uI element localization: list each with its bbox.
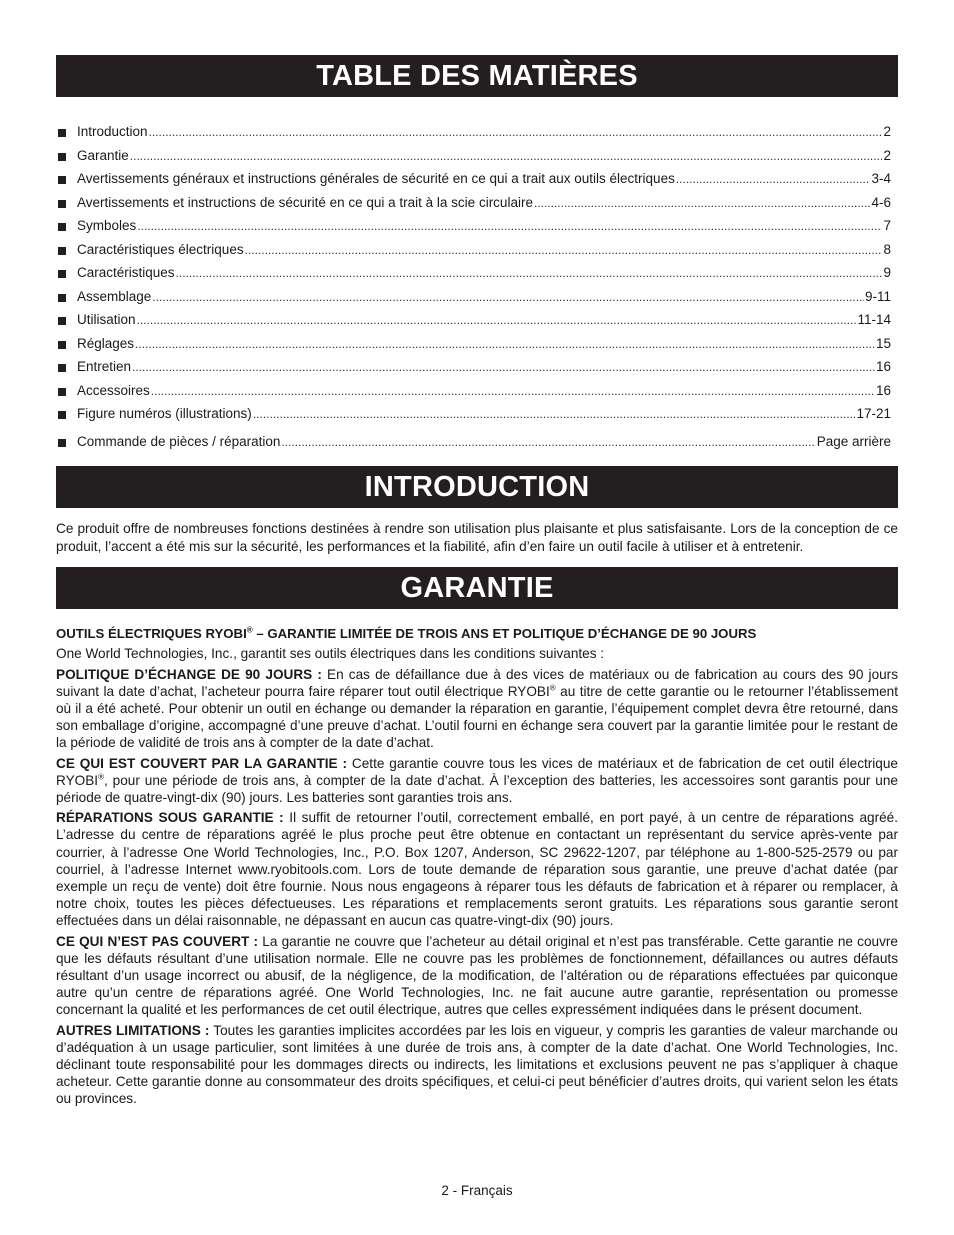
square-bullet-icon xyxy=(58,388,66,396)
garantie-title: GARANTIE xyxy=(56,567,898,609)
exchange-policy-paragraph: POLITIQUE D’ÉCHANGE DE 90 JOURS : En cas de défaillance due à des vices de matériaux ou de fabrication au cours des 90 jours suivant la date d’achat, l’acheteur pourra faire réparer tout outil électrique RYOBI® au titre de cette garantie ou le retourner l’établissement où il a été acheté. Pour obtenir un outil en échange ou demander la réparation en garantie, l’équipement complet devra être retourné, dans son emballage d’origine, accompagné d’une preuve d’achat. L’outil fourni en échange sera couvert par la garantie limitée pour le restant de la période de validité de trois ans à compter de la date d’achat. xyxy=(56,666,899,751)
page-footer: 2 - Français xyxy=(441,1183,513,1198)
toc-item[interactable]: Figure numéros (illustrations) ..... 17-21 xyxy=(56,406,898,430)
toc-item[interactable]: Garantie ..... 2 xyxy=(56,148,898,172)
square-bullet-icon xyxy=(58,364,66,372)
toc-item[interactable]: Introduction ..... 2 xyxy=(56,124,898,148)
square-bullet-icon xyxy=(58,200,66,208)
other-limitations-paragraph: AUTRES LIMITATIONS : Toutes les garanties implicites accordées par les lois en vigueur, y compris les garanties de valeur marchande ou d’adéquation à un usage particulier, sont limitées à une durée de trois ans, à compter de la date d’achat. One World Technologies, Inc. déclinant toute responsabilité pour les dommages directs ou indirects, les limitations et exclusions peuvent ne pas s’appliquer à chaque acheteur. Cette garantie donne au consommateur des droits spécifiques, et celui-ci peut bénéficier d’autres droits, qui varient selon les états ou provinces. xyxy=(56,1022,898,1107)
manual-page xyxy=(56,55,898,1111)
square-bullet-icon xyxy=(58,223,66,231)
not-covered-paragraph: CE QUI N’EST PAS COUVERT : La garantie ne couvre que l’acheteur au détail original et n’est pas transférable. Cette garantie ne couvre que les défauts résultant d’une utilisation normale. Elle ne couvre pas les problèmes de fonctionnement, défaillances ou autres défauts résultant d’un usage incorrect ou abusif, de la négligence, de la modification, de l’altération ou de réparations effectuées par quiconque autre qu’un centre de réparations agréé. One World Technologies, Inc. ne fait aucune autre garantie, représentation ou promesse concernant la qualité et les performances de cet outil électrique, autres que celles expressément indiquées dans le présent document. xyxy=(56,933,898,1018)
square-bullet-icon xyxy=(58,317,66,325)
introduction-title: INTRODUCTION xyxy=(56,466,898,508)
square-bullet-icon xyxy=(58,270,66,278)
warranty-section xyxy=(56,625,898,1107)
toc-item[interactable]: Caractéristiques électriques ..... 8 xyxy=(56,242,898,266)
square-bullet-icon xyxy=(58,129,66,137)
square-bullet-icon xyxy=(58,294,66,302)
toc-item[interactable]: Assemblage ..... 9-11 xyxy=(56,289,898,313)
coverage-paragraph: CE QUI EST COUVERT PAR LA GARANTIE : Cette garantie couvre tous les vices de matériaux et de fabrication de cet outil électrique RYOBI®, pour une période de trois ans, à compter de la date d’achat. À l’exception des batteries, les accessoires sont garantis pour une période de quatre-vingt-dix (90) jours. Les batteries sont garanties trois ans. xyxy=(56,755,898,806)
warranty-repairs-paragraph: RÉPARATIONS SOUS GARANTIE : Il suffit de retourner l’outil, correctement emballé, en port payé, à un centre de réparations agréé. L’adresse du centre de réparations agréé le plus proche peut être obtenue en contactant un représentant du service après-vente par courrier, à l’adresse One World Technologies, Inc., P.O. Box 1207, Anderson, SC 29622-1207, par téléphone au 1-800-525-2579 ou par courriel, à l’adresse Internet www.ryobitools.com. Lors de toute demande de réparation sous garantie, une preuve d’achat datée (par exemple un reçu de vente) doit être fournie. Nous nous engageons à réparer tous les défauts de fabrication et à réparer ou remplacer, à notre choix, toutes les pièces défectueuses. Les réparations et remplacements seront gratuits. Les réparations sous garantie seront effectuées dans un délai raisonnable, ne dépassant en aucun cas quatre-vingt-dix (90) jours. xyxy=(56,810,898,929)
introduction-text: Ce produit offre de nombreuses fonctions destinées à rendre son utilisation plus plaisante et plus satisfaisante. Lors de la conception de ce produit, l’accent a été mis sur la sécurité, les performances et la fiabilité, afin d’en faire un outil facile à utiliser et à entretenir. xyxy=(56,521,898,554)
toc-item[interactable]: Caractéristiques ..... 9 xyxy=(56,265,898,289)
square-bullet-icon xyxy=(58,411,66,419)
warranty-intro: One World Technologies, Inc., garantit ses outils électriques dans les conditions suivantes : xyxy=(56,646,605,662)
toc-item[interactable]: Entretien ..... 16 xyxy=(56,359,898,383)
toc-item[interactable]: Avertissements et instructions de sécurité en ce qui a trait à la scie circulaire ..... 4-6 xyxy=(56,195,898,219)
toc-title: TABLE DES MATIÈRES xyxy=(56,55,898,97)
warranty-heading: OUTILS ÉLECTRIQUES RYOBI® – GARANTIE LIMITÉE DE TROIS ANS ET POLITIQUE D’ÉCHANGE DE 90 JOURS xyxy=(56,625,757,642)
square-bullet-icon xyxy=(58,176,66,184)
toc-item[interactable]: Avertissements généraux et instructions générales de sécurité en ce qui a trait aux outils électriques ..... 3-4 xyxy=(56,171,898,195)
toc-item[interactable]: Réglages ..... 15 xyxy=(56,336,898,360)
square-bullet-icon xyxy=(58,341,66,349)
table-of-contents xyxy=(56,124,898,457)
toc-item[interactable]: Utilisation ..... 11-14 xyxy=(56,312,898,336)
square-bullet-icon xyxy=(58,247,66,255)
square-bullet-icon xyxy=(58,153,66,161)
toc-item[interactable]: Accessoires ..... 16 xyxy=(56,383,898,407)
toc-item[interactable]: Symboles ..... 7 xyxy=(56,218,898,242)
toc-item[interactable]: Commande de pièces / réparation ..... Page arrière xyxy=(56,434,898,458)
square-bullet-icon xyxy=(58,439,66,447)
